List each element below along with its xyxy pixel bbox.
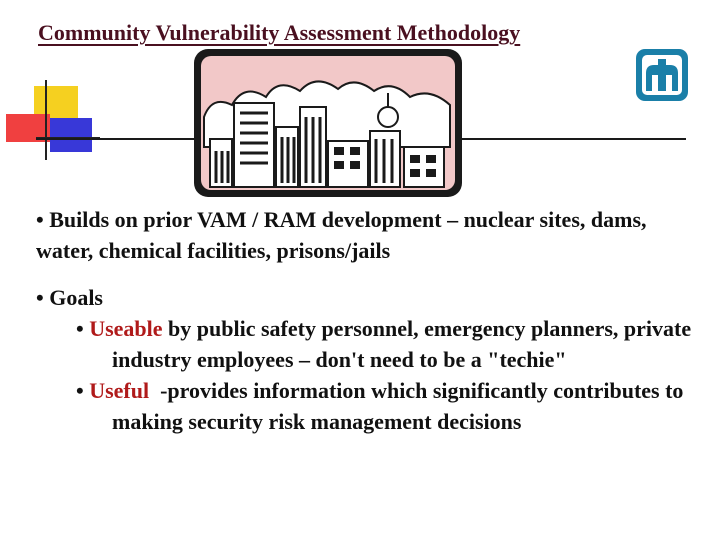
color-blocks-icon xyxy=(0,80,100,170)
goal-useful-highlight: Useful xyxy=(89,378,150,403)
goal-useful xyxy=(36,375,696,437)
thunderbird-logo-icon xyxy=(634,47,690,103)
bullet-goals: • Goals xyxy=(36,285,103,310)
goal-useable-text: by public safety personnel, emergency planners, private industry employees – don't need to be a "techie" xyxy=(112,316,692,372)
city-skyline-icon xyxy=(192,47,464,199)
goal-useful-text: -provides information which significantly contributes to making security risk management decisions xyxy=(112,378,689,434)
goal-bullet: • xyxy=(76,378,90,403)
slide-body xyxy=(36,204,696,437)
bullet-vam-ram: • Builds on prior VAM / RAM development – nuclear sites, dams, water, chemical facilities, prisons/jails xyxy=(36,207,647,263)
goal-useable-highlight: Useable xyxy=(89,316,163,341)
goal-bullet: • xyxy=(76,316,90,341)
goal-useable xyxy=(36,313,696,375)
slide-title: Community Vulnerability Assessment Methodology xyxy=(38,20,521,45)
